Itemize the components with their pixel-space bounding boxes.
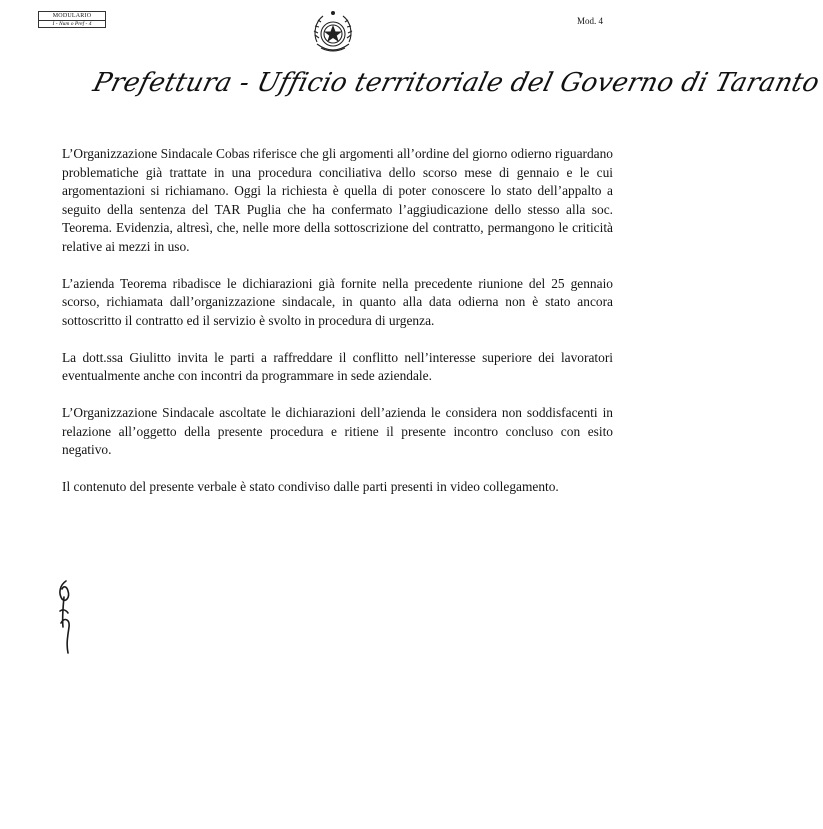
minutes-body — [62, 145, 613, 515]
paragraph-teorema-statement: L’azienda Teorema ribadisce le dichiarazioni già fornite nella precedente riunione del 25 gennaio scorso, richiamata dall’organizzazione sindacale, in quanto alla data odierna non è stato ancora sottoscritto il contratto ed il servizio è svolto in procedura di urgenza. — [62, 275, 613, 328]
paragraph-mediator-invitation: La dott.ssa Giulitto invita le parti a raffreddare il conflitto nell’interesse superiore dei lavoratori eventualmente anche con incontri da programmare in sede aziendale. — [62, 349, 613, 383]
handwritten-signature-icon — [50, 577, 90, 657]
form-code-box — [38, 11, 106, 28]
paragraph-cobas-statement: L’Organizzazione Sindacale Cobas riferisce che gli argomenti all’ordine del giorno odierno riguardano problematiche già trattate in una procedura conciliativa dello scorso mese di gennaio e le cui argomentazioni si richiamano. Oggi la richiesta è quella di poter conoscere lo stato dell’appalto a seguito della sentenza del TAR Puglia che ha confermato l’aggiudicazione dello stesso alla soc. Teorema. Evidenzia, altresì, che, nelle more della sottoscrizione del contratto, permangono le criticità relative ai mezzi in uso. — [62, 146, 613, 254]
form-model-number: Mod. 4 — [576, 16, 603, 26]
paragraph-union-conclusion: L’Organizzazione Sindacale ascoltate le dichiarazioni dell’azienda le considera non soddisfacenti in relazione all’oggetto della presente procedura e ritiene il presente incontro concluso con esito negativo. — [62, 405, 613, 457]
form-box-line1: MODULARIO — [39, 13, 105, 21]
paragraph-closing-note: Il contenuto del presente verbale è stato condiviso dalle parti presenti in video collegamento. — [62, 479, 559, 494]
office-title: Prefettura - Ufficio territoriale del Governo di Taranto — [90, 68, 823, 98]
form-box-line2: I - Num o Pref - 4 — [52, 21, 92, 27]
italian-republic-emblem-icon — [309, 8, 357, 68]
